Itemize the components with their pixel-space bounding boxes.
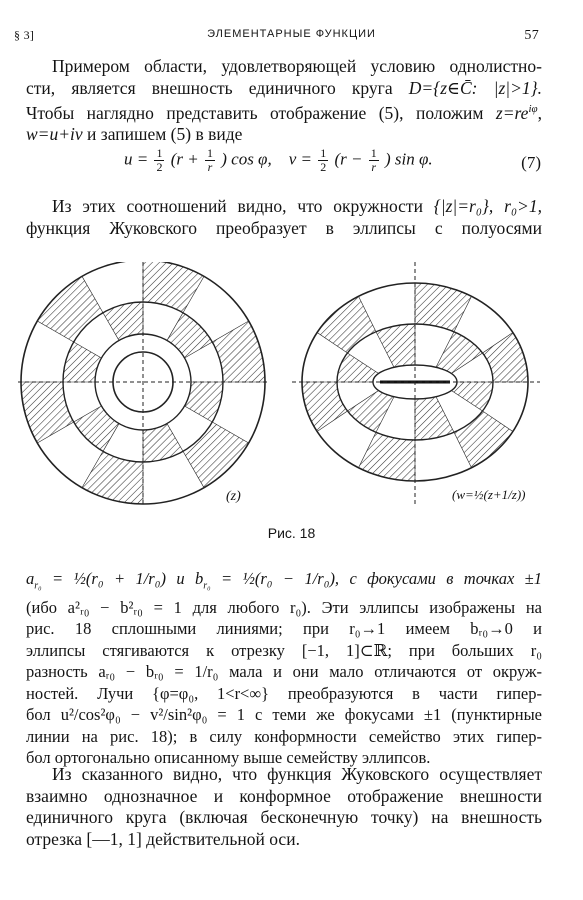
eq-cos: ) cos φ, — [221, 149, 272, 169]
w-outer-ring-sector — [454, 411, 513, 468]
p3-line-5: разность aᵣ₀ − bᵣ₀ = 1/r₀ мала и они мало отличаются от окруж- — [26, 662, 542, 682]
intro-paragraph — [26, 56, 542, 146]
section-marker: § 3] — [14, 28, 35, 42]
equation-number: (7) — [521, 153, 541, 172]
eq-half-2: $\frac{1}{2}$ — [320, 146, 327, 174]
w-outer-ring-sector — [483, 333, 528, 383]
p3-line-4: эллипсы стягиваются к отрезку [−1, 1]⊂ℝ; при больших r₀ — [26, 640, 542, 660]
p4-line-1: Из сказанного видно, что функция Жуковского осуществляет — [52, 764, 542, 784]
intro-line-4: w=u+iv и запишем (5) в виде — [26, 124, 243, 145]
intro-line-3: Чтобы наглядно представить отображение (5), положим $z=re^{i\varphi}$, — [26, 102, 542, 123]
eq-sin: ) sin φ. — [385, 149, 433, 169]
paragraph-2 — [26, 196, 542, 239]
equation-body — [124, 147, 433, 174]
p3-line-7: бол u²/cos²φ₀ − v²/sin²φ₀ = 1 с теми же фокусами ±1 (пунктирные — [26, 705, 542, 725]
eq-inv-r-2: $\frac{1}{r}$ — [370, 146, 377, 174]
p3-line-3: рис. 18 сплошными линиями; при r₀→1 имеем bᵣ₀→0 и — [26, 619, 542, 639]
equation-7 — [0, 143, 583, 183]
z-plane-label: (z) — [226, 489, 241, 504]
paragraph-3 — [26, 568, 542, 769]
domain-formula: D={z∈C̄: |z|>1}. — [408, 77, 543, 98]
z-outer-ring-sector — [21, 382, 74, 443]
figure-18 — [18, 262, 548, 522]
w-formula: w=u+iv — [26, 124, 83, 145]
p4-line-4: отрезка [—1, 1] действительной оси. — [26, 828, 300, 849]
w-middle-ring-sector — [337, 353, 379, 382]
w-outer-ring-sector — [317, 296, 376, 353]
w-plane-diagram — [292, 262, 540, 506]
w-middle-ring-sector — [415, 397, 454, 440]
z-middle-ring-sector — [74, 406, 119, 451]
eq-inv-r-1: $\frac{1}{r}$ — [206, 146, 213, 174]
p3-line-2: (ибо a²ᵣ₀ − b²ᵣ₀ = 1 для любого r₀). Эти эллипсы изображены на — [26, 597, 542, 617]
paragraph-4 — [26, 764, 542, 850]
z-plane-diagram — [18, 262, 268, 506]
w-middle-ring-sector — [376, 324, 415, 367]
z-outer-ring-sector — [37, 276, 103, 342]
z-outer-ring-sector — [183, 422, 249, 488]
z-outer-ring-sector — [212, 321, 265, 382]
eq-u: u = — [124, 149, 149, 169]
p4-line-3: единичного круга (включая бесконечную точку) на внешность — [26, 807, 542, 827]
p2-line-1: Из этих соотношений видно, что окружности {|z|=r₀}, r₀>1, — [52, 196, 542, 216]
p3-line-8: линии на рис. 18); в силу конформности семейство этих гипер- — [26, 726, 542, 746]
intro-line-1: Примером области, удовлетворяющей условию однолистно- — [52, 56, 542, 76]
w-plane-label: (w=½(z+1/z)) — [452, 487, 526, 502]
w-middle-ring-sector — [436, 332, 483, 374]
p2-line-2: функция Жуковского преобразует в эллипсы с полуосями — [26, 217, 542, 238]
p3-line-6: ностей. Лучи {φ=φ₀, 1<r<∞} преобразуются в части гипер- — [26, 683, 542, 703]
eq-v: v = — [288, 149, 312, 169]
w-middle-ring-sector — [347, 391, 394, 433]
z-middle-ring-sector — [167, 313, 212, 358]
p3-line-9: бол ортогонально описанному выше семейству эллипсов. — [26, 748, 431, 768]
polar-formula: z=re — [495, 102, 529, 123]
eq-r-minus: (r − — [334, 149, 363, 169]
p4-line-2: взаимно однозначное и конформное отображение внешности — [26, 785, 542, 806]
running-title: ЭЛЕМЕНТАРНЫЕ ФУНКЦИИ — [207, 28, 376, 40]
eq-r-plus: (r + — [170, 149, 199, 169]
intro-line-2: сти, является внешность единичного круга D={z∈C̄: |z|>1}. — [26, 77, 543, 98]
figure-caption: Рис. 18 — [267, 525, 316, 541]
p3-line-1: $a_{r_0}$ = ½(r₀ + 1/r₀) и $b_{r_0}$ = ½(r₀ − 1/r₀), с фокусами в точках ±1 — [26, 569, 542, 592]
z-outer-ring-sector — [143, 262, 204, 313]
page-number: 57 — [524, 28, 539, 43]
w-middle-ring-sector — [451, 382, 493, 411]
eq-half-1: $\frac{1}{2}$ — [156, 146, 163, 174]
z-outer-ring-sector — [82, 451, 143, 504]
w-outer-ring-sector — [302, 382, 347, 432]
